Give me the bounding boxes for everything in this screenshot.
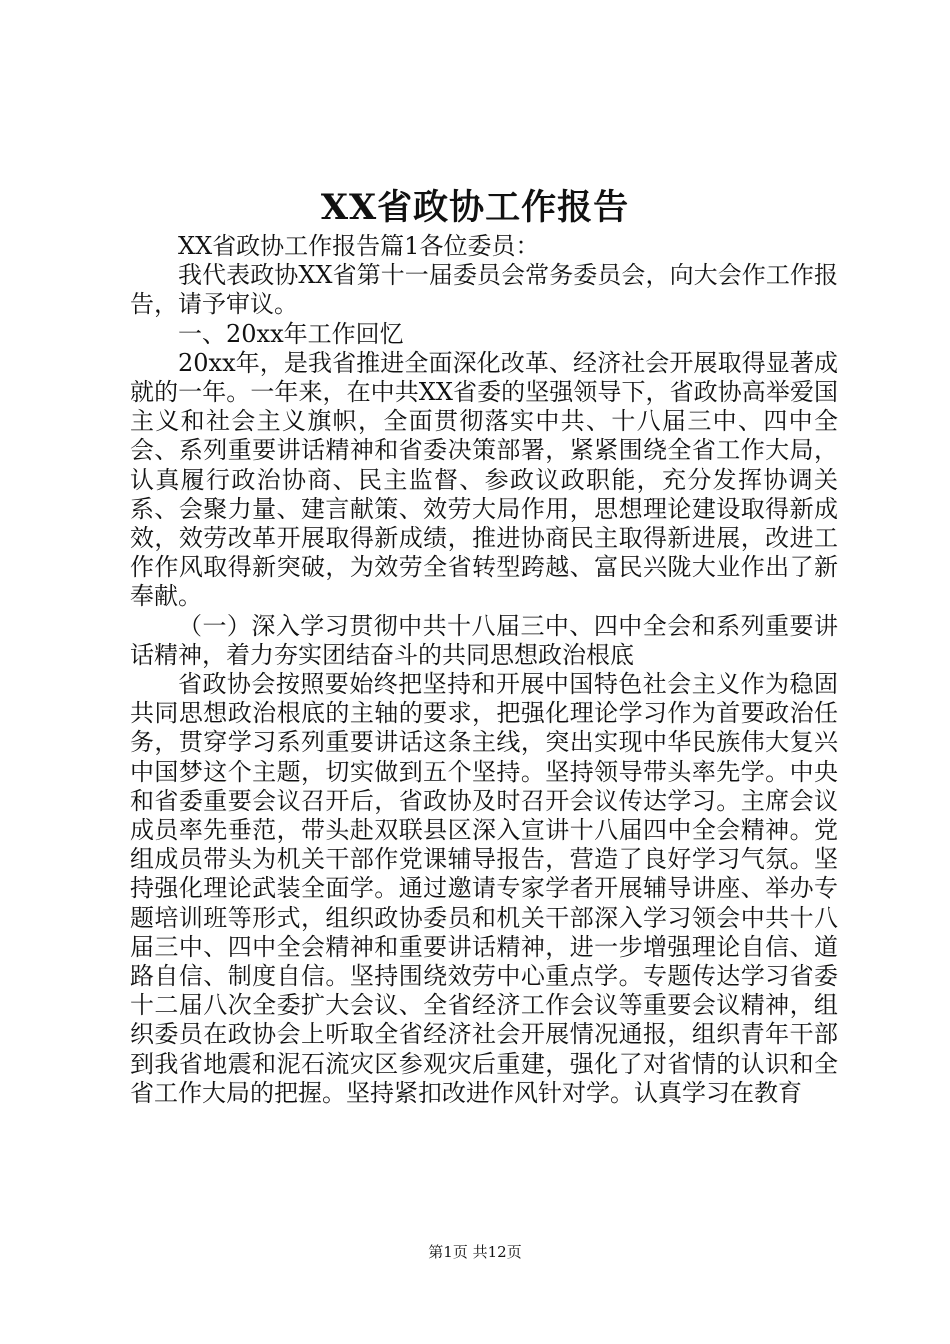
paragraph-summary: 20xx年，是我省推进全面深化改革、经济社会开展取得显著成就的一年。一年来，在中共XX省委的坚强领导下，省政协高举爱国主义和社会主义旗帜，全面贯彻落实中共、十八届三中、四中全会、系列重要讲话精神和省委决策部署，紧紧围绕全省工作大局，认真履行政治协商、民主监督、参政议政职能，充分发挥协调关系、会聚力量、建言献策、效劳大局作用，思想理论建设取得新成效，效劳改革开展取得新成绩，推进协商民主取得新进展，改进工作作风取得新突破，为效劳全省转型跨越、富民兴陇大业作出了新奉献。 xyxy=(130,348,838,611)
section-heading: 一、20xx年工作回忆 xyxy=(178,319,404,348)
document-title: XX省政协工作报告 xyxy=(320,187,630,228)
paragraph-opening: 我代表政协XX省第十一届委员会常务委员会，向大会作工作报告，请予审议。 xyxy=(130,261,838,319)
paragraph-study: 省政协会按照要始终把坚持和开展中国特色社会主义作为稳固共同思想政治根底的主轴的要求，把强化理论学习作为首要政治任务，贯穿学习系列重要讲话这条主线，突出实现中华民族伟大复兴中国梦这个主题，切实做到五个坚持。坚持领导带头率先学。中央和省委重要会议召开后，省政协及时召开会议传达学习。主席会议成员率先垂范，带头赴双联县区深入宣讲十八届四中全会精神。党组成员带头为机关干部作党课辅导报告，营造了良好学习气氛。坚持强化理论武装全面学。通过邀请专家学者开展辅导讲座、举办专题培训班等形式，组织政协委员和机关干部深入学习领会中共十八届三中、四中全会精神和重要讲话精神，进一步增强理论自信、道路自信、制度自信。坚持围绕效劳中心重点学。专题传达学习省委十二届八次全委扩大会议、全省经济工作会议等重要会议精神，组织委员在政协会上听取全省经济社会开展情况通报，组织青年干部到我省地震和泥石流灾区参观灾后重建，强化了对省情的认识和全省工作大局的把握。坚持紧扣改进作风针对学。认真学习在教育 xyxy=(130,670,838,1107)
document-body xyxy=(130,232,838,1108)
paragraph-intro: XX省政协工作报告篇1各位委员： xyxy=(178,232,540,260)
page-footer: 第1页 共12页 xyxy=(428,1243,522,1261)
subsection-heading: （一）深入学习贯彻中共十八届三中、四中全会和系列重要讲话精神，着力夯实团结奋斗的共同思想政治根底 xyxy=(130,611,838,669)
